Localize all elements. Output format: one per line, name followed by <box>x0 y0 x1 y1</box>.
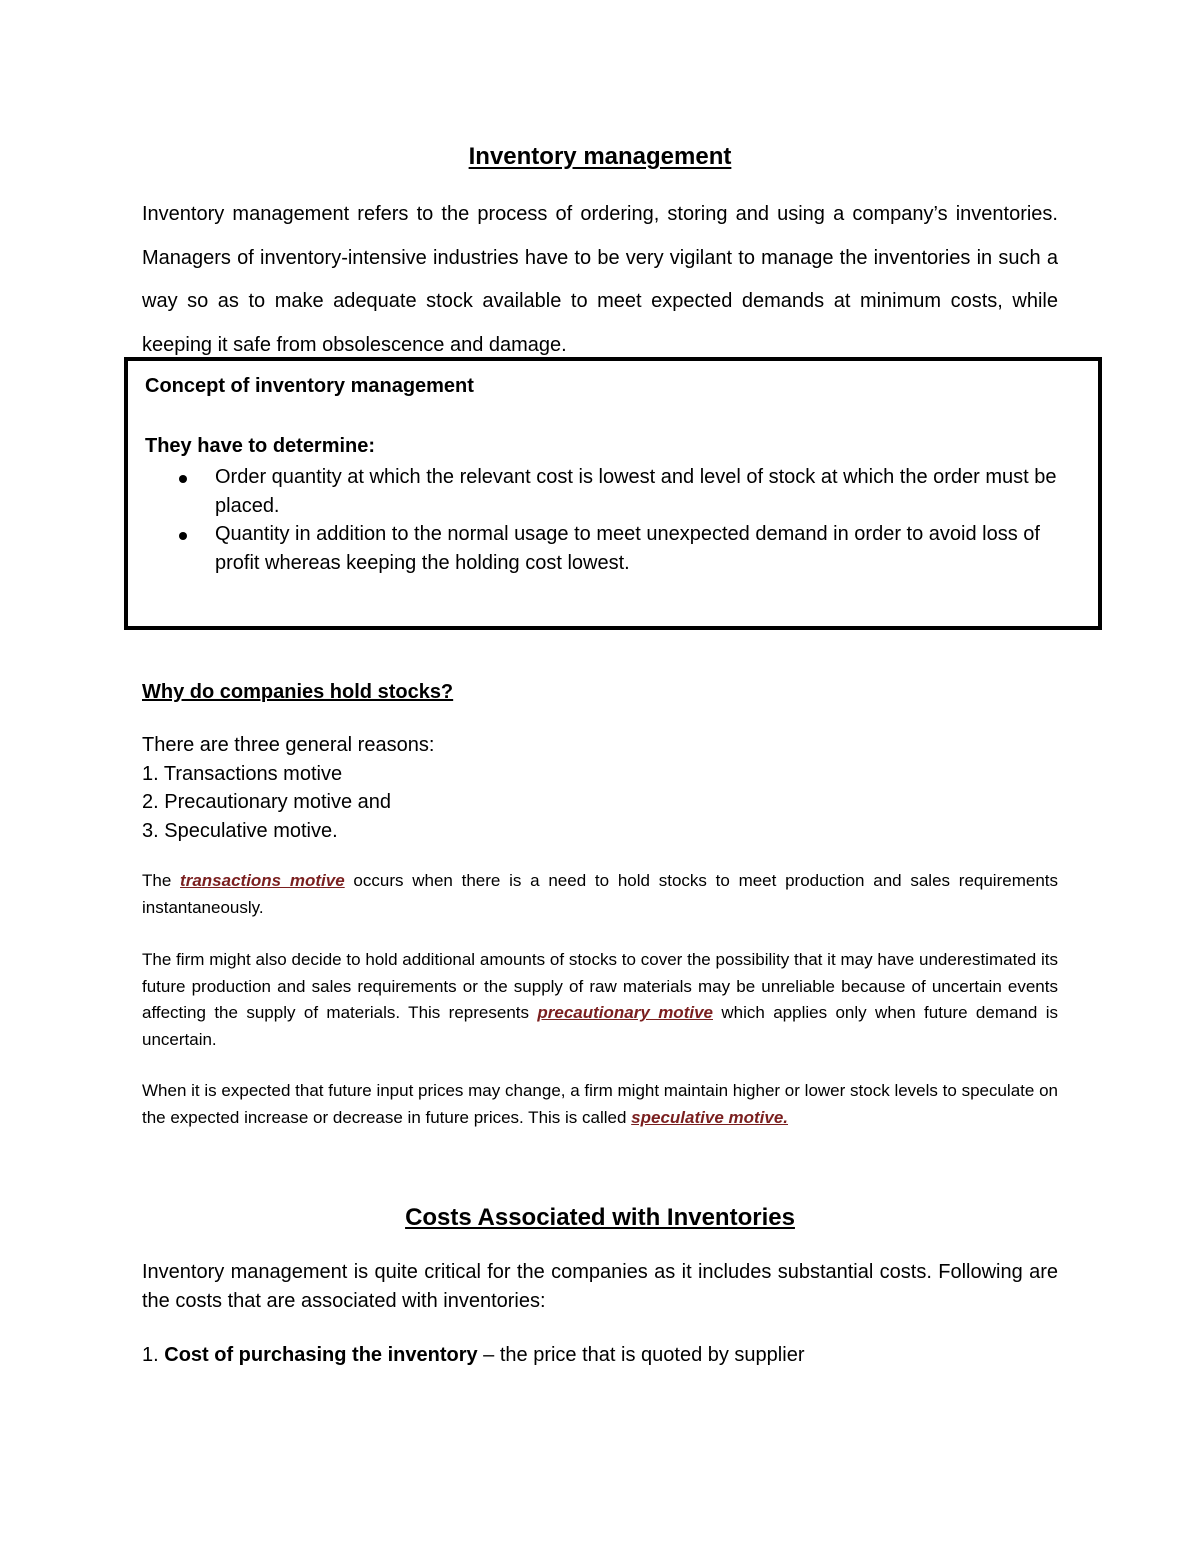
cost-item <box>142 1344 804 1367</box>
reason-item: 3. Speculative motive. <box>142 819 338 842</box>
concept-item-text: Quantity in addition to the normal usage to meet unexpected demand in order to avoid loss of profit whereas keeping the holding cost lowest. <box>215 523 1040 574</box>
text-run: The firm might also decide to hold additional amounts of stocks to cover the possibility that it may have underestimated its future production and sales requirements or the supply of raw materials may be unreliable because of uncertain events affecting the supply of materials. This represents <box>142 950 1058 1022</box>
intro-paragraph: Inventory management refers to the process of ordering, storing and using a company’s inventories. Managers of inventory-intensive industries have to be very vigilant to manage the inventories in such a way so as to make adequate stock available to meet expected demands at minimum costs, while keeping it safe from obsolescence and damage. <box>142 203 1058 356</box>
reason-item: 2. Precautionary motive and <box>142 791 392 813</box>
concept-box-title: Concept of inventory management <box>145 375 474 397</box>
precautionary-paragraph <box>142 947 1058 1053</box>
reasons-lead: There are three general reasons: <box>142 734 435 756</box>
costs-heading: Costs Associated with Inventories <box>405 1204 795 1231</box>
concept-list-item <box>145 463 1065 520</box>
reason-item: 1. Transactions motive <box>142 762 343 785</box>
text-run: The <box>142 871 181 890</box>
concept-list <box>145 463 1065 577</box>
reasons-list <box>142 731 434 845</box>
speculative-paragraph <box>142 1078 1058 1131</box>
transactions-paragraph <box>142 868 1058 921</box>
page-title: Inventory management <box>468 143 732 170</box>
precautionary-motive-term: precautionary motive <box>537 1003 713 1022</box>
cost-item-description: – the price that is quoted by supplier <box>477 1344 805 1366</box>
text-run: which applies only when future demand is uncertain. <box>142 1003 1058 1049</box>
costs-intro-paragraph: Inventory management is quite critical for the companies as it includes substantial costs. Following are the costs that are associated with inventories: <box>142 1261 1058 1312</box>
concept-list-item <box>145 520 1065 577</box>
bullet-icon <box>179 532 187 540</box>
concept-box-subtitle: They have to determine: <box>145 435 376 457</box>
why-heading: Why do companies hold stocks? <box>142 681 454 703</box>
concept-box <box>124 357 1102 630</box>
bullet-icon <box>179 475 187 483</box>
speculative-motive-term: speculative motive. <box>631 1107 789 1127</box>
text-run: occurs when there is a need to hold stocks to meet production and sales requirements instantaneously. <box>142 871 1058 917</box>
transactions-motive-term: transactions motive <box>180 871 345 890</box>
cost-item-label: Cost of purchasing the inventory <box>164 1344 478 1366</box>
concept-item-text: Order quantity at which the relevant cost is lowest and level of stock at which the order must be placed. <box>215 466 1057 517</box>
text-run: When it is expected that future input prices may change, a firm might maintain higher or lower stock levels to speculate on the expected increase or decrease in future prices. This is called <box>142 1081 1058 1127</box>
cost-item-number: 1. <box>142 1344 165 1366</box>
